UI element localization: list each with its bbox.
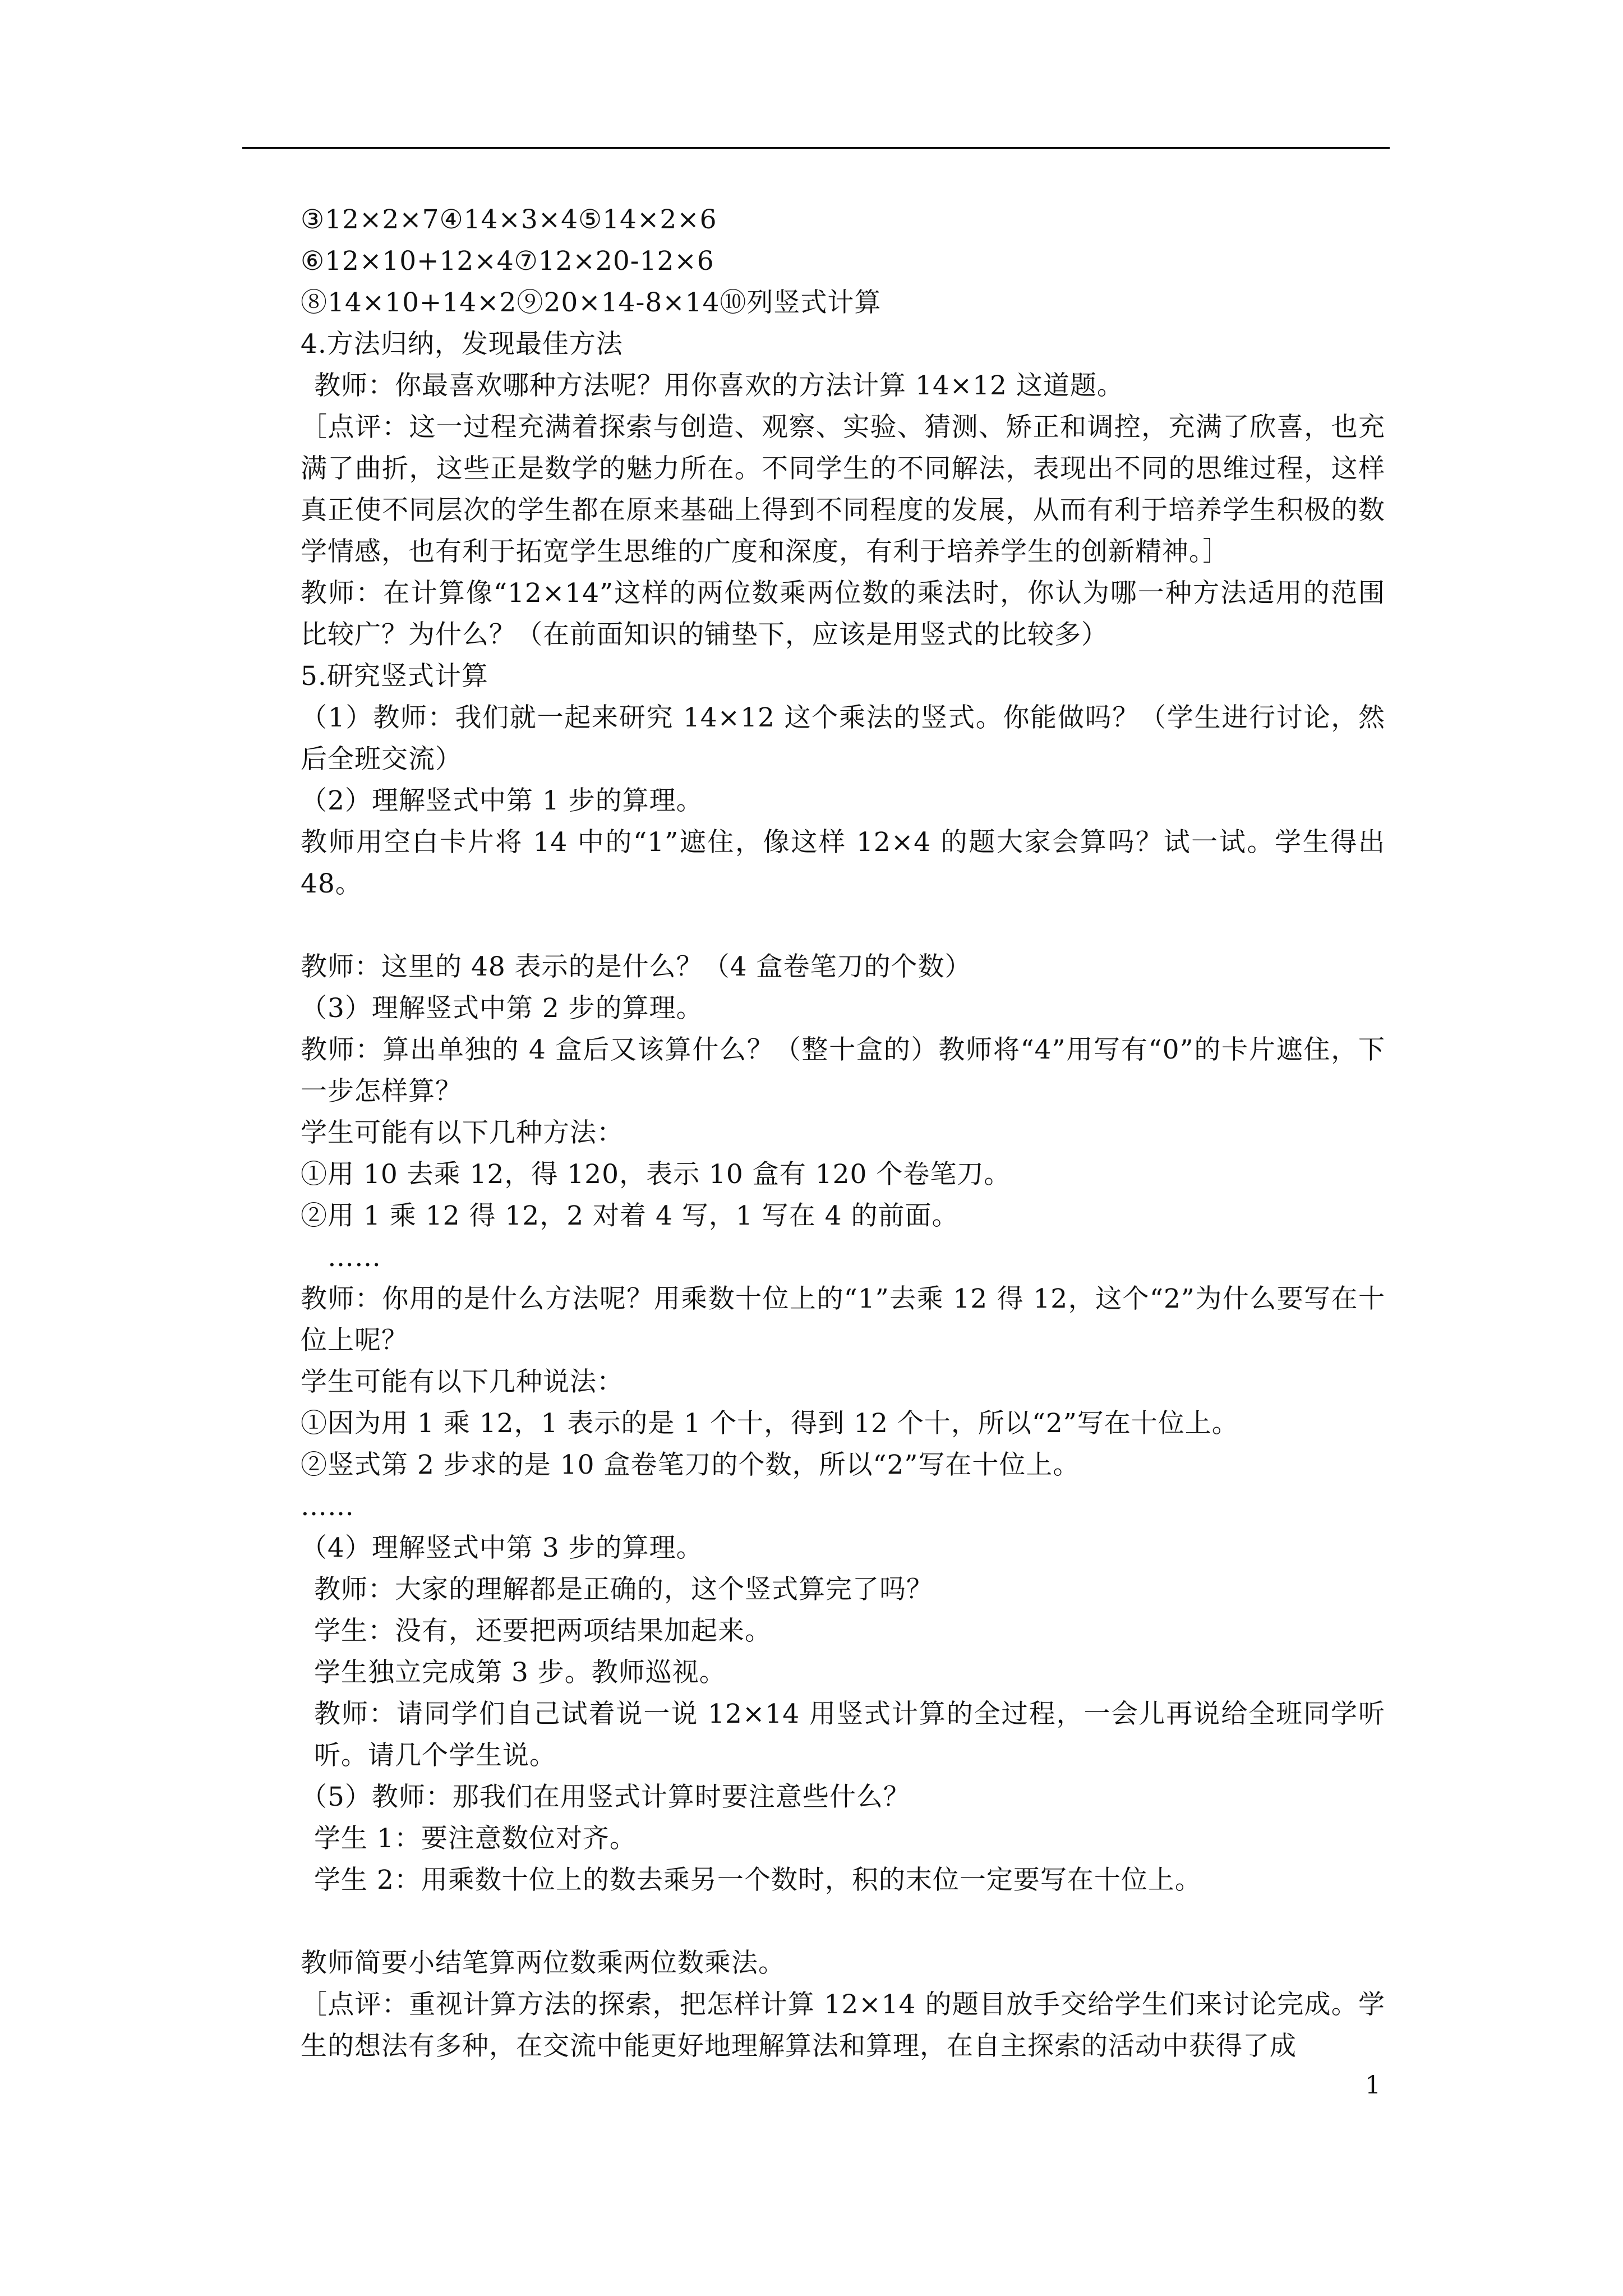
- method-item: ①因为用 1 乘 12，1 表示的是 1 个十，得到 12 个十，所以“2”写在十位上。: [301, 1408, 1239, 1439]
- document-body: [247, 199, 1385, 2067]
- teacher-line: 教师：大家的理解都是正确的，这个竖式算完了吗？: [314, 1574, 933, 1605]
- summary-line: 教师简要小结笔算两位数乘两位数乘法。: [301, 1948, 785, 1978]
- teacher-paragraph: 教师用空白卡片将 14 中的“1”遮住，像这样 12×4 的题大家会算吗？试一试。学生得出 48。: [301, 827, 1385, 899]
- student-line: 学生 1：要注意数位对齐。: [314, 1823, 637, 1854]
- student-line: 学生 2：用乘数十位上的数去乘另一个数时，积的末位一定要写在十位上。: [314, 1865, 1202, 1895]
- teacher-line: 教师：这里的 48 表示的是什么？（4 盒卷笔刀的个数）: [301, 951, 972, 982]
- blank-gap: [247, 905, 1385, 946]
- teacher-paragraph: 教师：算出单独的 4 盒后又该算什么？（整十盒的）教师将“4”用写有“0”的卡片遮住，下一步怎样算？: [301, 1034, 1385, 1107]
- ellipsis-line: ……: [328, 1242, 381, 1273]
- step-heading: （4）理解竖式中第 3 步的算理。: [301, 1533, 703, 1563]
- expression-list-line: ⑧14×10+14×2⑨20×14-8×14⑩列竖式计算: [301, 287, 882, 318]
- method-item: ①用 10 去乘 12，得 120，表示 10 盒有 120 个卷笔刀。: [301, 1159, 1011, 1190]
- teacher-paragraph: 教师：你用的是什么方法呢？用乘数十位上的“1”去乘 12 得 12，这个“2”为什么要写在十位上呢？: [301, 1283, 1385, 1356]
- page-number: 1: [1365, 2071, 1381, 2100]
- commentary-paragraph: ［点评：重视计算方法的探索，把怎样计算 12×14 的题目放手交给学生们来讨论完成。学生的想法有多种，在交流中能更好地理解算法和算理，在自主探索的活动中获得了成: [301, 1989, 1385, 2062]
- expression-list-line: ③12×2×7④14×3×4⑤14×2×6: [301, 204, 717, 235]
- expression-list-line: ⑥12×10+12×4⑦12×20-12×6: [301, 246, 714, 277]
- commentary-paragraph: ［点评：这一过程充满着探索与创造、观察、实验、猜测、矫正和调控，充满了欣喜，也充满了曲折，这些正是数学的魅力所在。不同学生的不同解法，表现出不同的思维过程，这样真正使不同层次的学生都在原来基础上得到不同程度的发展，从而有利于培养学生积极的数学情感，也有利于拓宽学生思维的广度和深度，有利于培养学生的创新精神。］: [301, 412, 1385, 567]
- ellipsis-line: ……: [301, 1491, 354, 1522]
- teacher-paragraph: 教师：在计算像“12×14”这样的两位数乘两位数的乘法时，你认为哪一种方法适用的范围比较广？为什么？（在前面知识的铺垫下，应该是用竖式的比较多）: [301, 578, 1385, 650]
- section-heading: 5.研究竖式计算: [301, 661, 488, 692]
- step-paragraph: （1）教师：我们就一起来研究 14×12 这个乘法的竖式。你能做吗？（学生进行讨论，然后全班交流）: [301, 702, 1385, 775]
- step-heading: （2）理解竖式中第 1 步的算理。: [301, 785, 703, 816]
- method-item: ②用 1 乘 12 得 12，2 对着 4 写，1 写在 4 的前面。: [301, 1200, 959, 1231]
- step-heading: （5）教师：那我们在用竖式计算时要注意些什么？: [301, 1782, 910, 1812]
- student-line: 学生可能有以下几种说法：: [301, 1366, 624, 1397]
- teacher-line: 教师：你最喜欢哪种方法呢？用你喜欢的方法计算 14×12 这道题。: [314, 370, 1124, 401]
- student-line: 学生独立完成第 3 步。教师巡视。: [314, 1657, 726, 1688]
- student-line: 学生可能有以下几种方法：: [301, 1117, 624, 1148]
- blank-gap: [247, 1901, 1385, 1943]
- header-rule: [242, 147, 1390, 149]
- step-heading: （3）理解竖式中第 2 步的算理。: [301, 993, 703, 1024]
- section-heading: 4.方法归纳，发现最佳方法: [301, 329, 623, 360]
- teacher-paragraph: 教师：请同学们自己试着说一说 12×14 用竖式计算的全过程，一会儿再说给全班同学听听。请几个学生说。: [314, 1699, 1385, 1771]
- method-item: ②竖式第 2 步求的是 10 盒卷笔刀的个数，所以“2”写在十位上。: [301, 1450, 1080, 1480]
- student-line: 学生：没有，还要把两项结果加起来。: [314, 1616, 772, 1646]
